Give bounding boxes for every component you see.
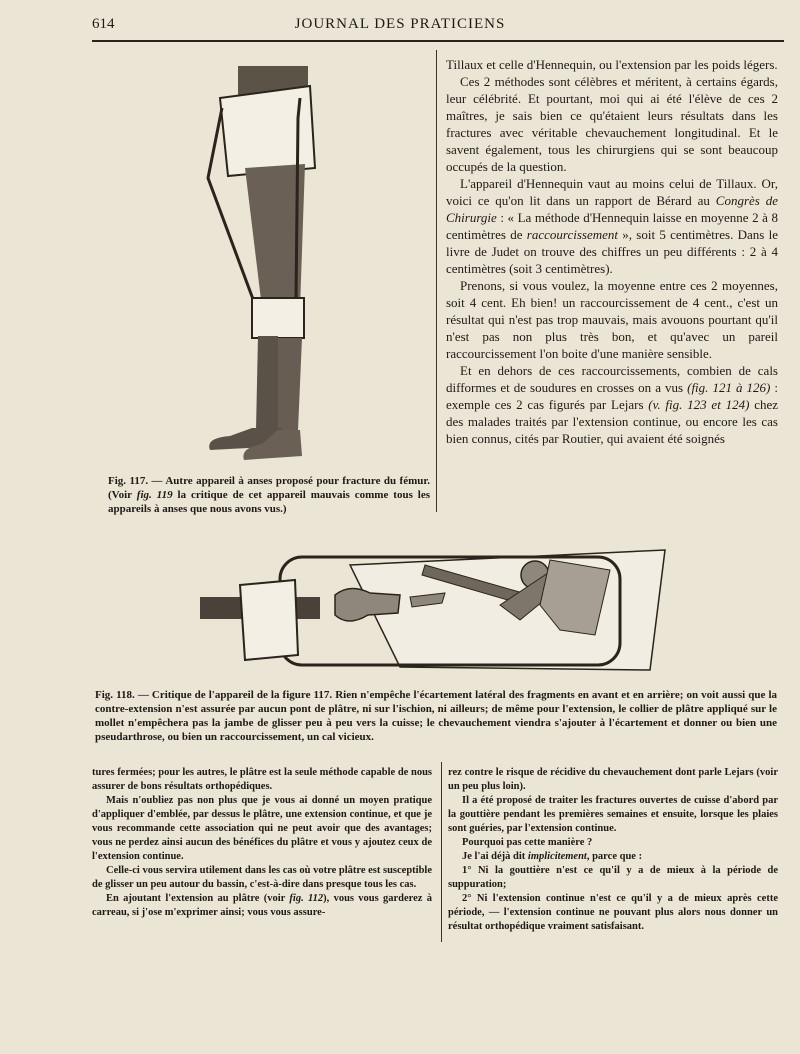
text-run-italic: Congrès de Chirurgie (446, 193, 778, 225)
right-column-text (446, 56, 778, 447)
text-run: Et en dehors de ces raccourcissements, combien de cals difformes et de soudures en crosses on a vus (446, 363, 778, 395)
text-run: », soit 5 centimètres. Dans le livre de Judet on trouve des chiffres un peu différents : 2 à 4 centimètres (soit 3 centimètres). (446, 227, 778, 276)
fig117-calf-cuff (252, 298, 304, 338)
text-run-italic: (v. fig. 123 et 124) (648, 397, 750, 412)
text-run: En ajoutant l'extension au plâtre (voir (106, 893, 290, 904)
page-number: 614 (92, 16, 115, 32)
text-run: : « La méthode d'Hennequin laisse en moyenne 2 à 8 centimètres de (446, 210, 778, 242)
paragraph: rez contre le risque de récidive du chevauchement dont parle Lejars (voir un peu plus loin). (448, 767, 778, 792)
paragraph: Pourquoi pas cette manière ? (462, 837, 593, 848)
figure-117-illustration (150, 58, 420, 468)
column-separator-bottom (441, 762, 442, 942)
paragraph: Tillaux et celle d'Hennequin, ou l'extension par les poids légers. (446, 57, 778, 72)
text-run: chez des malades traités par l'extension continue, ou encore les cas bien connus, cités par Routier, qui avaient été soignés (446, 397, 778, 446)
text-run-italic: fig. 112 (289, 893, 324, 904)
paragraph: Mais n'oubliez pas non plus que je vous ai donné un moyen pratique d'appliquer d'emblée, par dessus le plâtre, une extension continue, et que je vous recommande cette association qui ne peut avoir que des avantages; vous ne perdez ainsi aucun des bénéfices du plâtre et vous y ajoutez ceux de l'extension continue. (92, 795, 432, 862)
paragraph: Prenons, si vous voulez, la moyenne entre ces 2 moyennes, soit 4 cent. Eh bien! un raccourcissement de 4 cent., c'est un résultat qui n'est pas trop mauvais, mais avouons pourtant qu'il n'est pas non plus très bon, et qu'avec un pareil raccourcissement l'on boite d'une manière sensible. (446, 278, 778, 361)
paragraph: Ces 2 méthodes sont célèbres et méritent, à certains égards, leur célébrité. Et pourtant, moi qui ai été l'élève de ces 2 maîtres, je sais bien ce qu'étaient leurs résultats dans les fractures avec véritable chevauchement longitudinal. Et le savent également, tous les chirurgiens qui se sont beaucoup occupés de la question. (446, 74, 778, 174)
text-run: : exemple ces 2 cas figurés par Lejars (446, 380, 778, 412)
fig117-caption-ref: fig. 119 (136, 489, 173, 501)
bottom-right-column (448, 766, 778, 934)
paragraph: 2° Ni l'extension continue n'est ce qu'il y a de mieux après cette période, — l'extension continue ne pouvant plus alors nous donner un résultat orthopédique vraiment satisfaisant. (448, 893, 778, 932)
paragraph (446, 362, 778, 447)
text-run: Je l'ai déjà dit (462, 851, 528, 862)
fig117-lower-leg-front (278, 338, 302, 430)
paragraph: Celle-ci vous servira utilement dans les cas où votre plâtre est susceptible de glisser un peu autour du bassin, c'est-à-dire dans presque tous les cas. (92, 865, 432, 890)
fig117-caption-part1: — Autre appareil à anses proposé pour fracture du fémur. (Voir (108, 475, 431, 501)
paragraph (446, 175, 778, 277)
header-rule (92, 40, 784, 42)
paragraph: 1° Ni la gouttière n'est ce qu'il y a de mieux à la période de suppuration; (448, 865, 778, 890)
figure-118-illustration (200, 545, 670, 680)
text-run-italic: (fig. 121 à 126) (687, 380, 771, 395)
text-run-italic: implicitement (527, 851, 587, 862)
paragraph (448, 850, 778, 864)
page-header (0, 16, 800, 38)
text-run-italic: raccourcissement (526, 227, 618, 242)
paragraph: tures fermées; pour les autres, le plâtre est la seule méthode capable de nous assurer de bons résultats orthopédiques. (92, 767, 432, 792)
figure-117-caption (108, 474, 430, 516)
fig118-caption-text: — Critique de l'appareil de la figure 117. Rien n'empêche l'écartement latéral des fragments en avant et en arrière; on voit aussi que la contre-extension n'est assurée par aucun pont de plâtre, ni sur l'ischion, ni ailleurs; de même pour l'extension, le collier de plâtre appliqué sur le mollet n'empêchera pas la jambe de glisser peu à peu vers la cuisse; le chevauchement viendra s'ajouter à l'écartement et donner ou bien une pseudarthrose, ou bien un raccourcissement, un cal vicieux. (95, 689, 778, 743)
journal-title: JOURNAL DES PRATICIENS (294, 16, 506, 32)
text-run: L'appareil d'Hennequin vaut au moins celui de Tillaux. Or, voici ce qu'on lit dans un rapport de Bérard au (446, 176, 778, 208)
paragraph (92, 892, 432, 920)
fig118-calf-collar (240, 580, 298, 660)
fig117-lower-leg-back (256, 336, 280, 430)
paragraph: Il a été proposé de traiter les fractures ouvertes de cuisse d'abord par la gouttière pendant les premières semaines et ensuite, lorsque les plaies sont guéries, par l'extension continue. (448, 795, 778, 834)
fig117-label: Fig. 117. (108, 475, 149, 487)
text-run: , parce que : (586, 851, 643, 862)
fig117-caption-part2: la critique de cet appareil mauvais comme tous les appareils à anses que nous avons vus.) (108, 489, 430, 515)
text-run: ), vous vous garderez à carreau, si j'ose m'exprimer ainsi; vous vous assure- (92, 893, 432, 918)
figure-118-caption (95, 688, 777, 744)
column-separator-top (436, 50, 437, 512)
fig118-label: Fig. 118. (95, 689, 135, 701)
bottom-left-column (92, 766, 432, 920)
